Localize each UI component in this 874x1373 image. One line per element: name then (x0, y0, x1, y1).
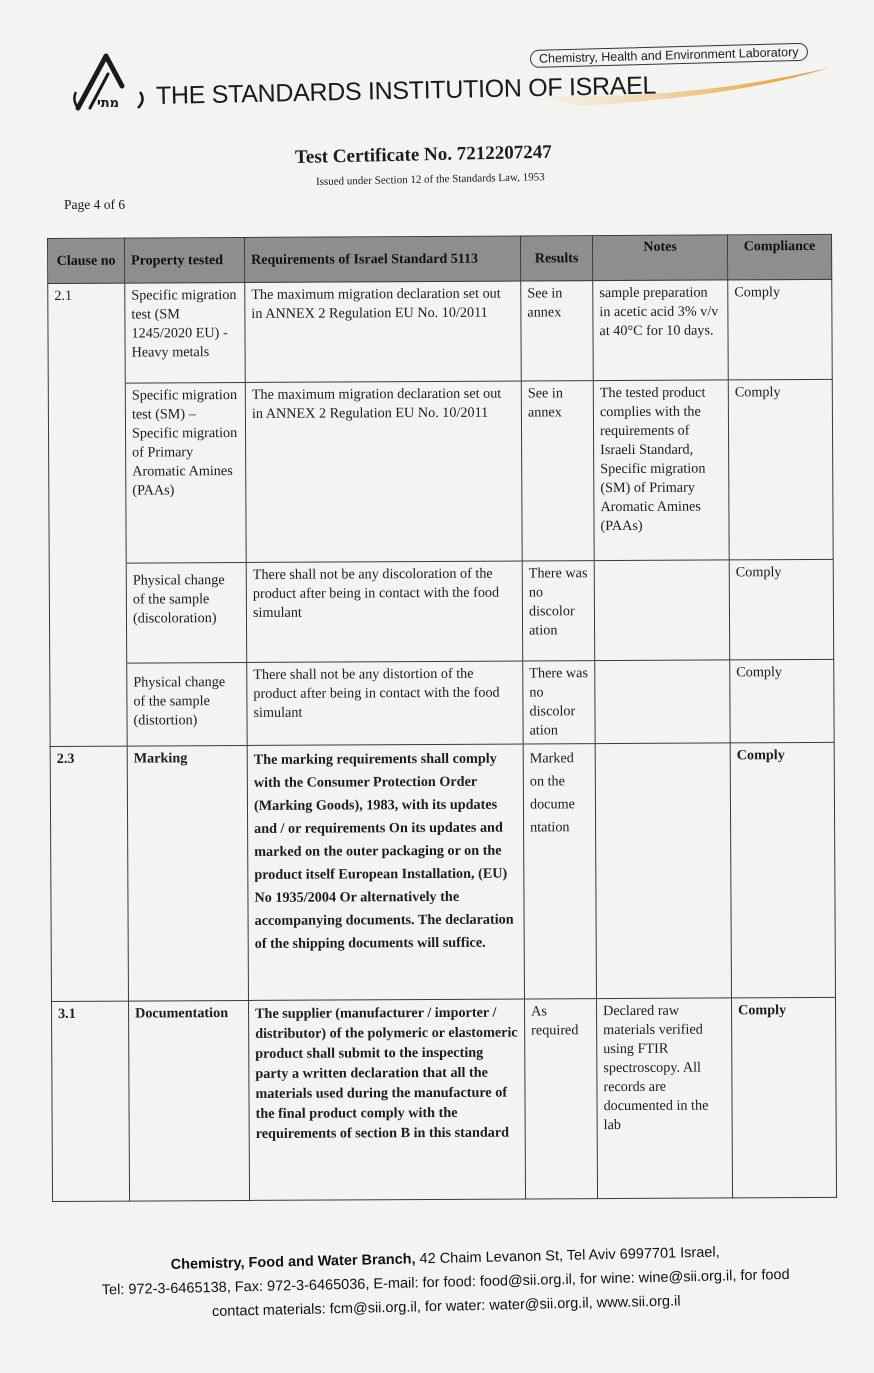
test-results-table (47, 234, 837, 1202)
footer-contact-details: Tel: 972-3-6465138, Fax: 972-3-6465036, E-mail: for food: food@sii.org.il, for wine: wine@sii.org.il, for food contact materials: fcm@sii.org.il, for water: water@sii.org.il, www.sii.org.il (101, 1266, 790, 1321)
table-header-row (48, 234, 832, 283)
footer-address: 42 Chaim Levanon St, Tel Aviv 6997701 Israel, (415, 1244, 720, 1268)
institution-name: THE STANDARDS INSTITUTION OF ISRAEL (155, 71, 657, 110)
cell-property: Physical change of the sample (discoloration) (126, 562, 247, 663)
cell-result: Marked on the docume ntation (523, 744, 596, 999)
table-row (50, 659, 834, 746)
cell-requirement: There shall not be any distortion of the product after being in contact with the food simulant (247, 661, 523, 745)
cell-result: See in annex (521, 381, 594, 561)
cell-clause (48, 383, 126, 563)
header-results: Results (520, 236, 592, 281)
table-row (48, 279, 833, 383)
cell-notes: Declared raw materials verified using FTIR spectroscopy. All records are documented in the lab (596, 998, 732, 1199)
certificate-subtitle: Issued under Section 12 of the Standards Law, 1953 (315, 171, 545, 188)
cell-property: Documentation (128, 1000, 249, 1201)
cell-clause (50, 663, 127, 746)
cell-clause (49, 563, 127, 663)
cell-property: Physical change of the sample (distortion) (127, 662, 247, 746)
logo-hebrew-text: מתי (96, 96, 120, 111)
cell-notes (595, 660, 730, 744)
cell-property: Marking (127, 745, 248, 1001)
cell-compliance: Comply (731, 997, 836, 1198)
cell-compliance: Comply (728, 379, 833, 560)
header-requirements: Requirements of Israel Standard 5113 (244, 236, 520, 282)
cell-requirement: The maximum migration declaration set out in ANNEX 2 Regulation EU No. 10/2011 (245, 381, 522, 562)
header-property: Property tested (125, 237, 245, 283)
cell-compliance: Comply (730, 659, 834, 743)
laboratory-badge: Chemistry, Health and Environment Laboratory (530, 43, 808, 68)
table-row (50, 742, 835, 1001)
footer-branch-name: Chemistry, Food and Water Branch, (170, 1251, 416, 1273)
page-number: Page 4 of 6 (64, 197, 126, 212)
cell-notes (594, 560, 730, 661)
cell-requirement: The marking requirements shall comply with the Consumer Protection Order (Marking Goods), 1983, with its updates and / or requirements On its updates and marked on the outer packaging or on the product itself European Installation, (EU) No 1935/2004 Or alternatively the accompanying documents. The declaration of the shipping documents will suffice. (247, 744, 524, 1000)
table-row (48, 379, 833, 563)
cell-result: There was no discolor ation (522, 561, 595, 661)
cell-result: See in annex (521, 281, 594, 381)
cell-requirement: The maximum migration declaration set out in ANNEX 2 Regulation EU No. 10/2011 (245, 281, 522, 382)
cell-clause: 3.1 (51, 1001, 129, 1201)
cell-property: Specific migration test (SM 1245/2020 EU) - Heavy metals (125, 282, 246, 383)
header-compliance: Compliance (727, 234, 831, 280)
cell-result: There was no discolor ation (523, 661, 595, 744)
cell-compliance: Comply (728, 279, 833, 380)
cell-clause: 2.1 (48, 283, 126, 383)
cell-compliance: Comply (729, 559, 834, 660)
cell-notes: The tested product complies with the requirements of Israeli Standard, Specific migration (SM) of Primary Aromatic Amines (PAAs) (593, 380, 729, 561)
cell-requirement: There shall not be any discoloration of the product after being in contact with the food simulant (246, 561, 523, 662)
cell-notes (595, 743, 731, 999)
cell-compliance: Comply (730, 742, 835, 998)
sii-logo-icon (70, 50, 148, 112)
header-clause: Clause no (48, 238, 125, 283)
certificate-title: Test Certificate No. 7212207247 (294, 141, 552, 168)
cell-property: Specific migration test (SM) – Specific migration of Primary Aromatic Amines (PAAs) (125, 382, 246, 563)
table-row (51, 997, 836, 1201)
cell-clause: 2.3 (50, 746, 128, 1001)
cell-notes: sample preparation in acetic acid 3% v/v at 40°C for 10 days. (593, 280, 729, 381)
header-notes: Notes (592, 235, 727, 281)
footer-contact (80, 1238, 811, 1327)
table-row (49, 559, 834, 663)
header-swoosh-graphic (540, 66, 830, 110)
cell-result: As required (524, 999, 597, 1199)
cell-requirement: The supplier (manufacturer / importer / distributor) of the polymeric or elastomeric product shall submit to the inspecting party a written declaration that all the materials used during the manufacture of the final product comply with the requirements of section B in this standard (248, 999, 525, 1200)
